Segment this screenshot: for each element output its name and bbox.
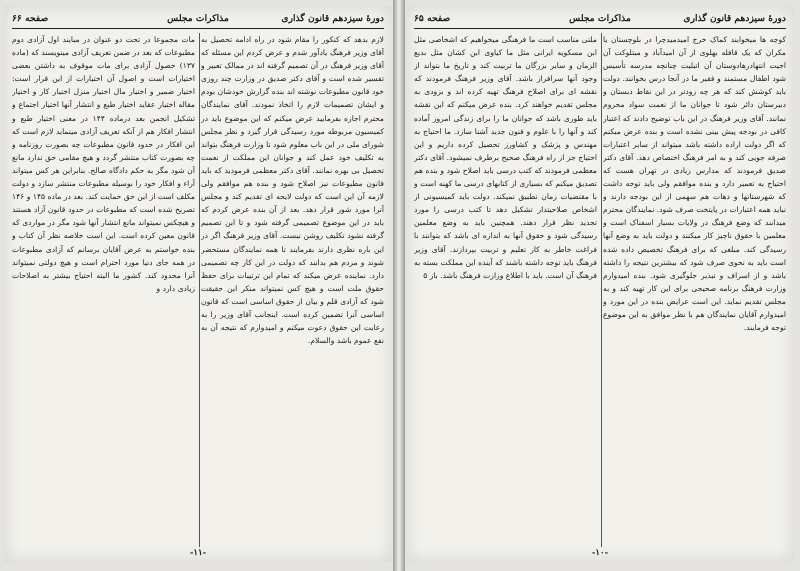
right-page-right-column: کوچه ها میخوابند کماک خرج امیدمیدچرا در بلوچستان یا مکران که یک قافله بهلوی از آن امیدآباد و مبتلوکت آن اجیت انتهادرهادوستان آن اتبلیت چنانچه مدرسه تأسیس شود اطفال مستمند و فقیر ما در آنجا درس بخوانند. دولت باید کوشش کند که هر چه زودتر در این نقاط دبستان و دبیرستان دائر شود تا جوانان ما از نعمت سواد محروم نمانند. آقای وزیر فرهنگ در این باب توضیح دادند که اعتبار کافی در بودجه پیش بینی نشده است و بنده عرض میکنم که اگر دولت اراده داشته باشد میتواند از سایر اعتبارات صرفه جویی کند و به امر فرهنگ اختصاص دهد. آقای دکتر صدیق فرمودند که مدارس زیادی در تهران هست که احتیاج به تعمیر دارد و بنده موافقم ولی باید توجه داشت که شهرستانها و دهات هم سهمی از این بودجه دارند و نباید همه اعتبارات در پایتخت صرف شود. نمایندگان محترم میدانند که وضع فرهنگ در ولایات بسیار اسفناک است و معلمین با حقوق ناچیز کار میکنند و دولت باید به وضع آنها رسیدگی کند. مبلغی که برای فرهنگ تخصیص داده شده است باید به نحوی صرف شود که بیشترین نتیجه را داشته باشد و از اسراف و تبذیر جلوگیری شود. بنده امیدوارم وزارت فرهنگ برنامه صحیحی برای این کار تهیه کند و به مجلس تقدیم نماید. این است عرایض بنده در این مورد و امیدوارم آقایان نمایندگان هم با نظر موافق به این موضوع توجه فرمایند. — [603, 35, 786, 333]
book-gutter — [393, 0, 405, 571]
right-page-header — [414, 12, 786, 26]
right-header-title: مذاکرات مجلس — [569, 13, 631, 24]
right-header-session: دورهٔ سیزدهم قانون گذاری — [683, 13, 786, 24]
right-page-folio: -۱۰- — [591, 548, 609, 558]
left-header-rule — [12, 28, 384, 29]
left-page-left-column: مات مجموعا در تحت دو عنوان در مبایند اول آزادی دوم مطبوعات که بعد در ضمن تعریف آزادی مینویسند که (ماده ۱۳۷) حصول آزادی برای مات موقوف به داشتن بعضی اختیارات است و اصول آن اختیارات از این قرار است: اختیار ضمیر و اختیار مال اختیار منزل اختیار کار و اختیار مقاله اختیار عقاید اختیار طبع و انتشار آنها اختیار اجتماع و تشکیل انجمن بعد درماده ۱۴۴ در معنی اختیار طبع و انتشار افکار هم از آنکه تعریف آزادی مینماید لازم است که این افکار در حدود قانون مطبوعات چه بصورت روزنامه و چه بصورت کتاب منتشر گردد و هیچ مقامی حق ندارد مانع آن شود مگر به حکم دادگاه صالح. بنابراین هر کس میتواند آراء و افکار خود را بوسیله مطبوعات منتشر سازد و دولت مکلف است از این حق حمایت کند. بعد در ماده ۱۴۵ و ۱۴۶ تصریح شده است که مطبوعات در حدود قانون آزاد هستند و هیچکس نمیتواند مانع انتشار آنها شود مگر در مواردی که قانون معین کرده است. این است خلاصه نظر آن کتاب و بنده خواستم به عرض آقایان برسانم که آزادی مطبوعات در همه جای دنیا مورد احترام است و هیچ دولتی نمیتواند آنرا محدود کند. کشور ما البته احتیاج بیشتر به اصلاحات زیادی دارد و — [12, 35, 195, 293]
right-column-divider — [601, 33, 602, 547]
left-page-header — [12, 12, 384, 26]
left-page-folio: -۱۱- — [189, 548, 207, 558]
left-header-session: دورهٔ سیزدهم قانون گذاری — [281, 13, 384, 24]
right-header-rule — [414, 28, 786, 29]
left-page — [4, 6, 392, 562]
right-page-columns — [414, 33, 786, 547]
left-header-title: مذاکرات مجلس — [167, 13, 229, 24]
left-page-columns — [12, 33, 384, 547]
left-header-page-label: صفحه ۶۶ — [12, 13, 49, 24]
left-column-divider — [199, 33, 200, 547]
right-header-page-label: صفحه ۶۵ — [414, 13, 451, 24]
right-page-left-column: ملتی مناسب است ما فرهنگی میخواهیم که اشخاصی مثل ابن مسکویه ایرانی مثل ما کیاوی ابن کشان مثل بدیع الزمان و سایر بزرگان ما تربیت کند و تاریخ ما بتواند از وجود آنها سرافراز باشد. آقای وزیر فرهنگ فرمودند که نقشه ای برای اصلاح فرهنگ تهیه کرده اند و بزودی به مجلس تقدیم خواهند کرد. بنده عرض میکنم که این نقشه باید طوری باشد که جوانان ما را برای زندگی امروز آماده کند و آنها را با علوم و فنون جدید آشنا سازد. ما احتیاج به مهندس و پزشک و کشاورز تحصیل کرده داریم و این احتیاج جز از راه فرهنگ صحیح برطرف نمیشود. آقای دکتر معظمی فرمودند که کتب درسی باید اصلاح شود و بنده هم تصدیق میکنم که بسیاری از کتابهای درسی ما کهنه است و با مقتضیات زمان تطبیق نمیکند. دولت باید کمیسیونی از اشخاص صلاحیتدار تشکیل دهد تا کتب درسی را مورد تجدید نظر قرار دهند. همچنین باید به وضع معلمین رسیدگی شود و حقوق آنها به اندازه ای باشد که بتوانند با فراغت خاطر به کار تعلیم و تربیت بپردازند. آقای وزیر فرهنگ باید توجه داشته باشند که آینده این مملکت بسته به فرهنگ آن است. باید با اطلاع وزارت فرهنگ باشد. باز ۵ — [414, 35, 597, 280]
left-page-right-column: لازم بدهد که کنکور را مقام شود در راه ادامه تحصیل به آقای وزیر فرهنگ یادآور شدم و عرض کردم این مسئله که آقای وزیر فرهنگ در آن تصمیم گرفته اند در ممالک تعبیر و تفسیر شده است و آقای دکتر صدیق در وزارت چند روزی خود قانون مطبوعات نوشته اند بنده گزارش خودشان بودم و ایشان تصمیمات لازم را اتخاذ نمودند. آقای نمایندگان محترم اجازه بفرمایید عرض میکنم که این موضوع باید در کمیسیون مربوطه مورد رسیدگی قرار گیرد و نظر مجلس شورای ملی در این باب معلوم شود تا وزارت فرهنگ بتواند به تکلیف خود عمل کند و جوانان این مملکت از نعمت تحصیل بی بهره نمانند. آقای دکتر معظمی فرمودید که باید قانون مطبوعات نیز اصلاح شود و بنده هم موافقم ولی لازمه آن این است که دولت لایحه ای تقدیم کند و مجلس آنرا مورد شور قرار دهد. بعد از آن بنده عرض کردم که باید در این موضوع تصمیمی گرفته شود و تا این تصمیم گرفته نشود تکلیف روشن نیست. آقای وزیر فرهنگ اگر در این باره نظری دارند بفرمایند تا همه نمایندگان مستحضر شوند و مردم هم بدانند که دولت در این کار چه تصمیمی دارد. نماینده عرض میکند که تمام این ترتیبات برای حفظ حقوق ملت است و هیچ کس نمیتواند منکر این حقیقت شود که آزادی قلم و بیان از حقوق اساسی است که قانون اساسی آنرا تضمین کرده است. اینجانب آقای وزیر را به رعایت این حقوق دعوت میکنم و امیدوارم که نتیجه آن به نفع عموم باشد والسلام. — [201, 35, 384, 346]
right-page — [406, 6, 794, 562]
